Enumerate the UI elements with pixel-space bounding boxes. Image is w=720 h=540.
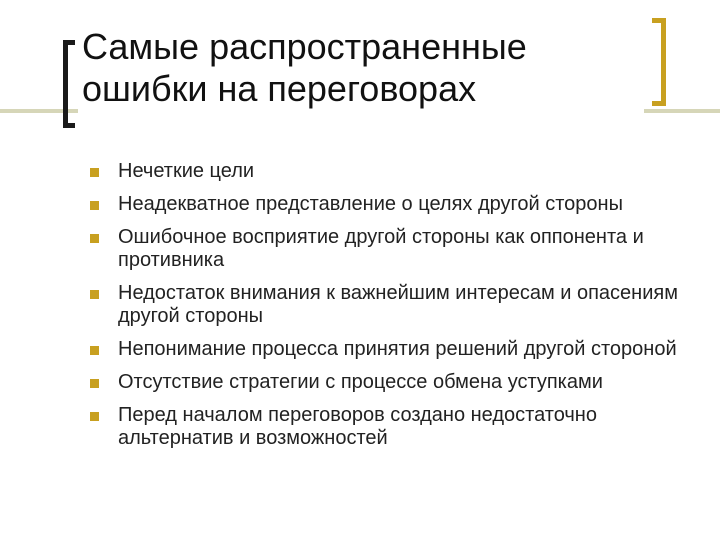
bullet-item	[90, 282, 690, 328]
bullet-text: Непонимание процесса принятия решений другой стороной	[118, 338, 677, 360]
bullet-item	[90, 193, 690, 216]
bullet-item	[90, 404, 690, 450]
bullet-text: Недостаток внимания к важнейшим интересам и опасениям другой стороны	[118, 282, 678, 327]
bullet-item	[90, 226, 690, 272]
square-bullet-icon	[90, 290, 99, 299]
bullet-text: Неадекватное представление о целях другой стороны	[118, 193, 623, 215]
slide-title: Самые распространенные ошибки на переговорах	[82, 26, 527, 109]
bullet-text: Перед началом переговоров создано недостаточно альтернатив и возможностей	[118, 404, 597, 449]
bullet-item	[90, 371, 690, 394]
square-bullet-icon	[90, 412, 99, 421]
bullet-list	[90, 160, 690, 460]
left-bracket-decoration	[63, 40, 75, 128]
square-bullet-icon	[90, 201, 99, 210]
square-bullet-icon	[90, 168, 99, 177]
bullet-item	[90, 160, 690, 183]
bullet-text: Отсутствие стратегии с процессе обмена уступками	[118, 371, 603, 393]
bullet-text: Ошибочное восприятие другой стороны как оппонента и противника	[118, 226, 644, 271]
bullet-text: Нечеткие цели	[118, 160, 255, 182]
square-bullet-icon	[90, 346, 99, 355]
bullet-item	[90, 338, 690, 361]
right-bracket-decoration	[652, 18, 666, 106]
square-bullet-icon	[90, 234, 99, 243]
square-bullet-icon	[90, 379, 99, 388]
